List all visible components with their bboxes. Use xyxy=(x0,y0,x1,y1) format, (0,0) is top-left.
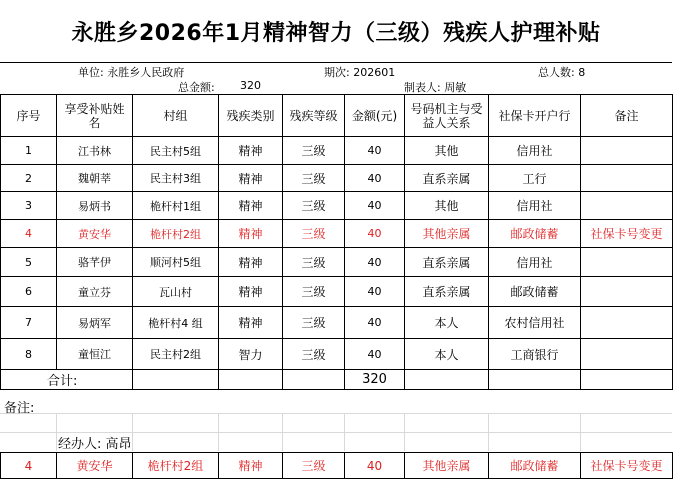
period-info: 期次: 202601 xyxy=(324,66,396,79)
header-cell: 村组 xyxy=(133,95,219,137)
cell-level: 三级 xyxy=(283,192,345,220)
cell-remark xyxy=(581,165,673,192)
highlighted-duplicate-row xyxy=(0,452,673,479)
page-title: 永胜乡2026年1月精神智力（三级）残疾人护理补贴 xyxy=(0,0,672,63)
cell-level: 三级 xyxy=(283,220,345,248)
cell-name: 魏朝莘 xyxy=(57,165,133,192)
cell-no: 2 xyxy=(1,165,57,192)
cell-no: 1 xyxy=(1,137,57,165)
cell-village: 民主村3组 xyxy=(133,165,219,192)
cell-village: 民主村2组 xyxy=(133,339,219,370)
cell-category: 精神 xyxy=(219,453,283,479)
cell-remark xyxy=(581,137,673,165)
cell-amount: 40 xyxy=(345,453,405,479)
empty-cell xyxy=(219,370,283,390)
cell-category: 精神 xyxy=(219,220,283,248)
cell-remark: 社保卡号变更 xyxy=(581,220,673,248)
cell-remark: 社保卡号变更 xyxy=(581,453,673,479)
total-amount-value: 320 xyxy=(240,79,261,92)
sheet-gridline xyxy=(218,413,219,451)
cell-no: 5 xyxy=(1,248,57,277)
cell-amount: 40 xyxy=(345,220,405,248)
total-label: 合计: xyxy=(1,370,133,390)
cell-category: 精神 xyxy=(219,137,283,165)
table-row xyxy=(1,307,673,339)
cell-amount: 40 xyxy=(345,307,405,339)
header-cell: 序号 xyxy=(1,95,57,137)
cell-relation: 直系亲属 xyxy=(405,277,489,307)
cell-level: 三级 xyxy=(283,453,345,479)
table-row xyxy=(1,339,673,370)
sheet-gridline xyxy=(282,413,283,451)
header-cell: 享受补贴姓名 xyxy=(57,95,133,137)
cell-bank: 信用社 xyxy=(489,137,581,165)
cell-amount: 40 xyxy=(345,137,405,165)
cell-no: 6 xyxy=(1,277,57,307)
cell-name: 童立芬 xyxy=(57,277,133,307)
cell-relation: 直系亲属 xyxy=(405,248,489,277)
sheet-gridline xyxy=(132,413,133,451)
subsidy-table xyxy=(0,94,673,390)
cell-no: 4 xyxy=(1,453,57,479)
cell-relation: 其他亲属 xyxy=(405,453,489,479)
cell-amount: 40 xyxy=(345,192,405,220)
cell-category: 智力 xyxy=(219,339,283,370)
sheet-gridline xyxy=(580,413,581,451)
cell-village: 瓦山村 xyxy=(133,277,219,307)
cell-level: 三级 xyxy=(283,277,345,307)
cell-no: 3 xyxy=(1,192,57,220)
empty-cell xyxy=(581,370,673,390)
cell-relation: 直系亲属 xyxy=(405,165,489,192)
preparer-info: 制表人: 周敏 xyxy=(404,81,467,94)
cell-village: 桅杆村2组 xyxy=(133,220,219,248)
cell-relation: 其他 xyxy=(405,192,489,220)
remarks-label: 备注: xyxy=(4,401,35,416)
cell-amount: 40 xyxy=(345,277,405,307)
cell-category: 精神 xyxy=(219,165,283,192)
cell-relation: 本人 xyxy=(405,307,489,339)
sheet-gridline xyxy=(56,413,57,451)
cell-level: 三级 xyxy=(283,307,345,339)
cell-name: 黄安华 xyxy=(57,453,133,479)
cell-level: 三级 xyxy=(283,137,345,165)
cell-amount: 40 xyxy=(345,248,405,277)
cell-remark xyxy=(581,192,673,220)
unit-info: 单位: 永胜乡人民政府 xyxy=(78,66,185,79)
cell-bank: 工商银行 xyxy=(489,339,581,370)
header-cell: 备注 xyxy=(581,95,673,137)
cell-bank: 邮政储蓄 xyxy=(489,277,581,307)
cell-relation: 本人 xyxy=(405,339,489,370)
cell-remark xyxy=(581,339,673,370)
table-row xyxy=(1,220,673,248)
cell-remark xyxy=(581,248,673,277)
cell-name: 江书林 xyxy=(57,137,133,165)
cell-name: 黄安华 xyxy=(57,220,133,248)
cell-no: 4 xyxy=(1,220,57,248)
total-people-info: 总人数: 8 xyxy=(538,66,586,79)
cell-level: 三级 xyxy=(283,339,345,370)
cell-relation: 其他 xyxy=(405,137,489,165)
cell-village: 桅杆村1组 xyxy=(133,192,219,220)
cell-level: 三级 xyxy=(283,248,345,277)
cell-bank: 邮政储蓄 xyxy=(489,220,581,248)
cell-bank: 信用社 xyxy=(489,248,581,277)
cell-bank: 农村信用社 xyxy=(489,307,581,339)
cell-category: 精神 xyxy=(219,307,283,339)
header-cell: 金额(元) xyxy=(345,95,405,137)
table-row xyxy=(1,192,673,220)
cell-village: 桅杆村4 组 xyxy=(133,307,219,339)
header-cell: 残疾类别 xyxy=(219,95,283,137)
table-row xyxy=(1,453,673,479)
header-cell: 残疾等级 xyxy=(283,95,345,137)
table-row xyxy=(1,165,673,192)
table-row xyxy=(1,277,673,307)
cell-no: 8 xyxy=(1,339,57,370)
cell-bank: 工行 xyxy=(489,165,581,192)
handler-label: 经办人: 高昂 xyxy=(58,437,132,452)
cell-level: 三级 xyxy=(283,165,345,192)
sheet-gridline xyxy=(488,413,489,451)
cell-relation: 其他亲属 xyxy=(405,220,489,248)
total-row xyxy=(1,370,673,390)
header-cell: 号码机主与受益人关系 xyxy=(405,95,489,137)
empty-cell xyxy=(489,370,581,390)
cell-name: 易炳军 xyxy=(57,307,133,339)
table-header-row xyxy=(1,95,673,137)
cell-amount: 40 xyxy=(345,165,405,192)
sheet-gridline xyxy=(404,413,405,451)
empty-cell xyxy=(405,370,489,390)
cell-category: 精神 xyxy=(219,277,283,307)
sheet-gridline xyxy=(0,413,672,414)
table-row xyxy=(1,248,673,277)
cell-bank: 信用社 xyxy=(489,192,581,220)
cell-name: 易炳书 xyxy=(57,192,133,220)
cell-name: 骆芊伊 xyxy=(57,248,133,277)
total-amount-label: 总金额: xyxy=(178,81,215,94)
cell-village: 顺河村5组 xyxy=(133,248,219,277)
empty-cell xyxy=(283,370,345,390)
total-value: 320 xyxy=(345,370,405,390)
sheet-gridline xyxy=(344,413,345,451)
cell-village: 桅杆村2组 xyxy=(133,453,219,479)
cell-no: 7 xyxy=(1,307,57,339)
cell-name: 童恒江 xyxy=(57,339,133,370)
header-cell: 社保卡开户行 xyxy=(489,95,581,137)
cell-bank: 邮政储蓄 xyxy=(489,453,581,479)
empty-cell xyxy=(133,370,219,390)
cell-amount: 40 xyxy=(345,339,405,370)
table-row xyxy=(1,137,673,165)
cell-remark xyxy=(581,307,673,339)
cell-category: 精神 xyxy=(219,192,283,220)
cell-village: 民主村5组 xyxy=(133,137,219,165)
cell-remark xyxy=(581,277,673,307)
cell-category: 精神 xyxy=(219,248,283,277)
